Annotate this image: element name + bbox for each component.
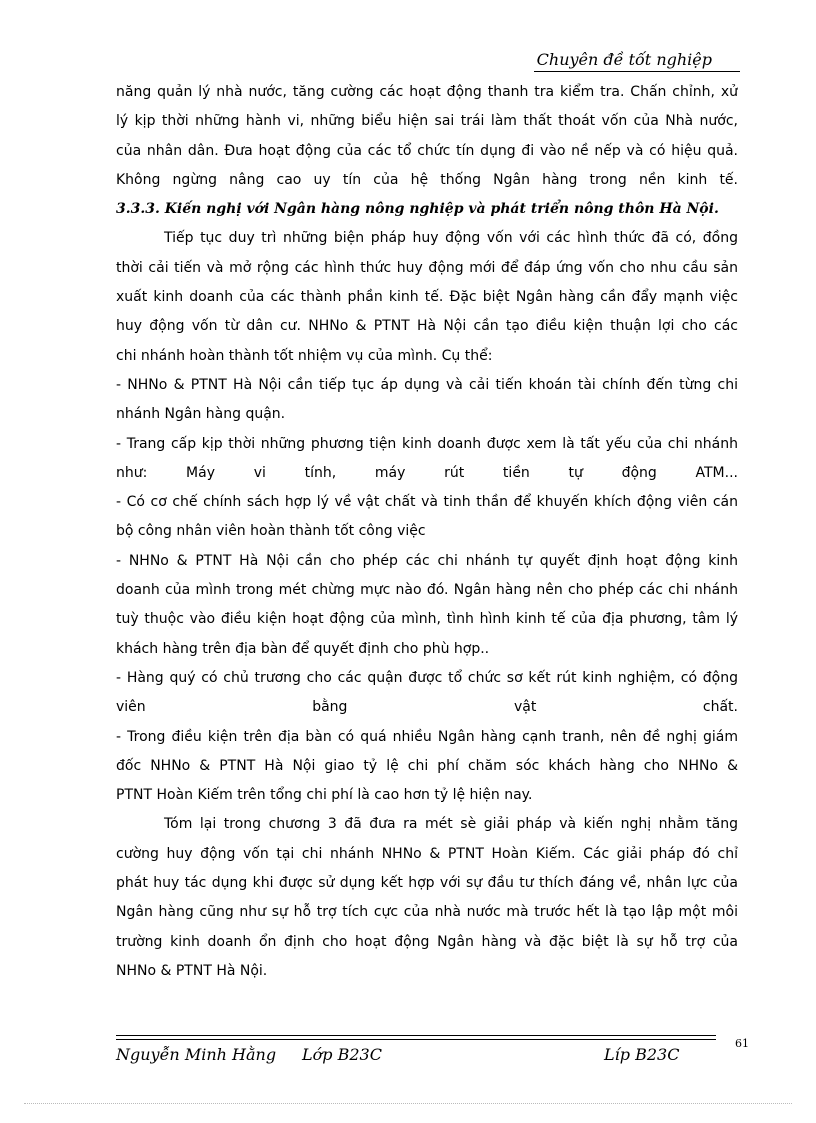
text-line: - Hàng quý có chủ trương cho các quận được tổ chức sơ kết rút kinh nghiệm, có động [116,669,738,686]
text-line: - NHNo & PTNT Hà Nội cần tiếp tục áp dụng và cải tiến khoán tài chính đến từng chi [116,376,738,393]
header-title: Chuyên đề tốt nghiệp [536,50,712,69]
text-line: đốc NHNo & PTNT Hà Nội giao tỷ lệ chi phí chăm sóc khách hàng cho NHNo & [116,757,738,774]
text-line: như: Máy vi tính, máy rút tiền tự động ATM... [116,464,738,481]
text-line: doanh của mình trong mét chừng mực nào đó. Ngân hàng nên cho phép các chi nhánh [116,582,738,599]
text-line: Không ngừng nâng cao uy tín của hệ thống Ngân hàng trong nền kinh tế. [116,171,738,188]
text-line: Tiếp tục duy trì những biện pháp huy động vốn với các hình thức đã có, đồng [164,230,738,247]
text-line: - NHNo & PTNT Hà Nội cần cho phép các chi nhánh tự quyết định hoạt động kinh [116,552,738,569]
section-heading: 3.3.3. Kiến nghị với Ngân hàng nông nghiệp và phát triển nông thôn Hà Nội. [116,201,719,218]
footer-rule [116,1039,716,1040]
text-line: trường kinh doanh ổn định cho hoạt động Ngân hàng và đặc biệt là sự hỗ trợ của [116,933,738,950]
text-line: PTNT Hoàn Kiếm trên tổng chi phí là cao hơn tỷ lệ hiện nay. [116,787,533,804]
text-line: khách hàng trên địa bàn để quyết định cho phù hợp.. [116,640,490,657]
text-line: - Trang cấp kịp thời những phương tiện kinh doanh được xem là tất yếu của chi nhánh [116,435,738,452]
text-line: nhánh Ngân hàng quận. [116,406,286,423]
text-line: huy động vốn từ dân cư. NHNo & PTNT Hà Nội cần tạo điều kiện thuận lợi cho các [116,318,738,335]
text-line: Ngân hàng cũng như sự hỗ trợ tích cực của nhà nước mà trước hết là tạo lập một môi [116,904,738,921]
text-line: cường huy động vốn tại chi nhánh NHNo & PTNT Hoàn Kiếm. Các giải pháp đó chỉ [116,845,738,862]
footer-class: Lớp B23C [302,1045,382,1064]
text-line: lý kịp thời những hành vi, những biểu hiện sai trái làm thất thoát vốn của Nhà nước, [116,113,738,130]
header-rule [534,71,740,72]
text-line: viên bằng vật chất. [116,699,738,716]
text-line: thời cải tiến và mở rộng các hình thức huy động mới để đáp ứng vốn cho nhu cầu sản [116,259,738,276]
text-line: tuỳ thuộc vào điều kiện hoạt động của mình, tình hình kinh tế của địa phương, tâm lý [116,611,738,628]
footer-rule [116,1035,716,1036]
text-line: chi nhánh hoàn thành tốt nhiệm vụ của mình. Cụ thể: [116,347,493,364]
text-line: phát huy tác dụng khi được sử dụng kết hợp với sự đầu tư thích đáng về, nhân lực của [116,875,738,892]
text-line: NHNo & PTNT Hà Nội. [116,962,268,979]
text-line: - Có cơ chế chính sách hợp lý về vật chất và tinh thần để khuyến khích động viên cán [116,494,738,511]
document-body [116,78,738,986]
text-line: xuất kinh doanh của các thành phần kinh tế. Đặc biệt Ngân hàng cần đẩy mạnh việc [116,289,738,306]
page-bottom-border [24,1103,792,1104]
text-line: Tóm lại trong chương 3 đã đưa ra mét sè giải pháp và kiến nghị nhằm tăng [164,816,738,833]
text-line: của nhân dân. Đưa hoạt động của các tổ chức tín dụng đi vào nề nếp và có hiệu quả. [116,142,738,159]
text-line: - Trong điều kiện trên địa bàn có quá nhiều Ngân hàng cạnh tranh, nên đề nghị giám [116,728,738,745]
text-line: bộ công nhân viên hoàn thành tốt công việc [116,523,426,540]
footer-class-2: Líp B23C [604,1045,680,1064]
footer-author: Nguyễn Minh Hằng [116,1045,277,1064]
page-number: 61 [735,1037,749,1050]
text-line: năng quản lý nhà nước, tăng cường các hoạt động thanh tra kiểm tra. Chấn chỉnh, xử [116,84,738,100]
